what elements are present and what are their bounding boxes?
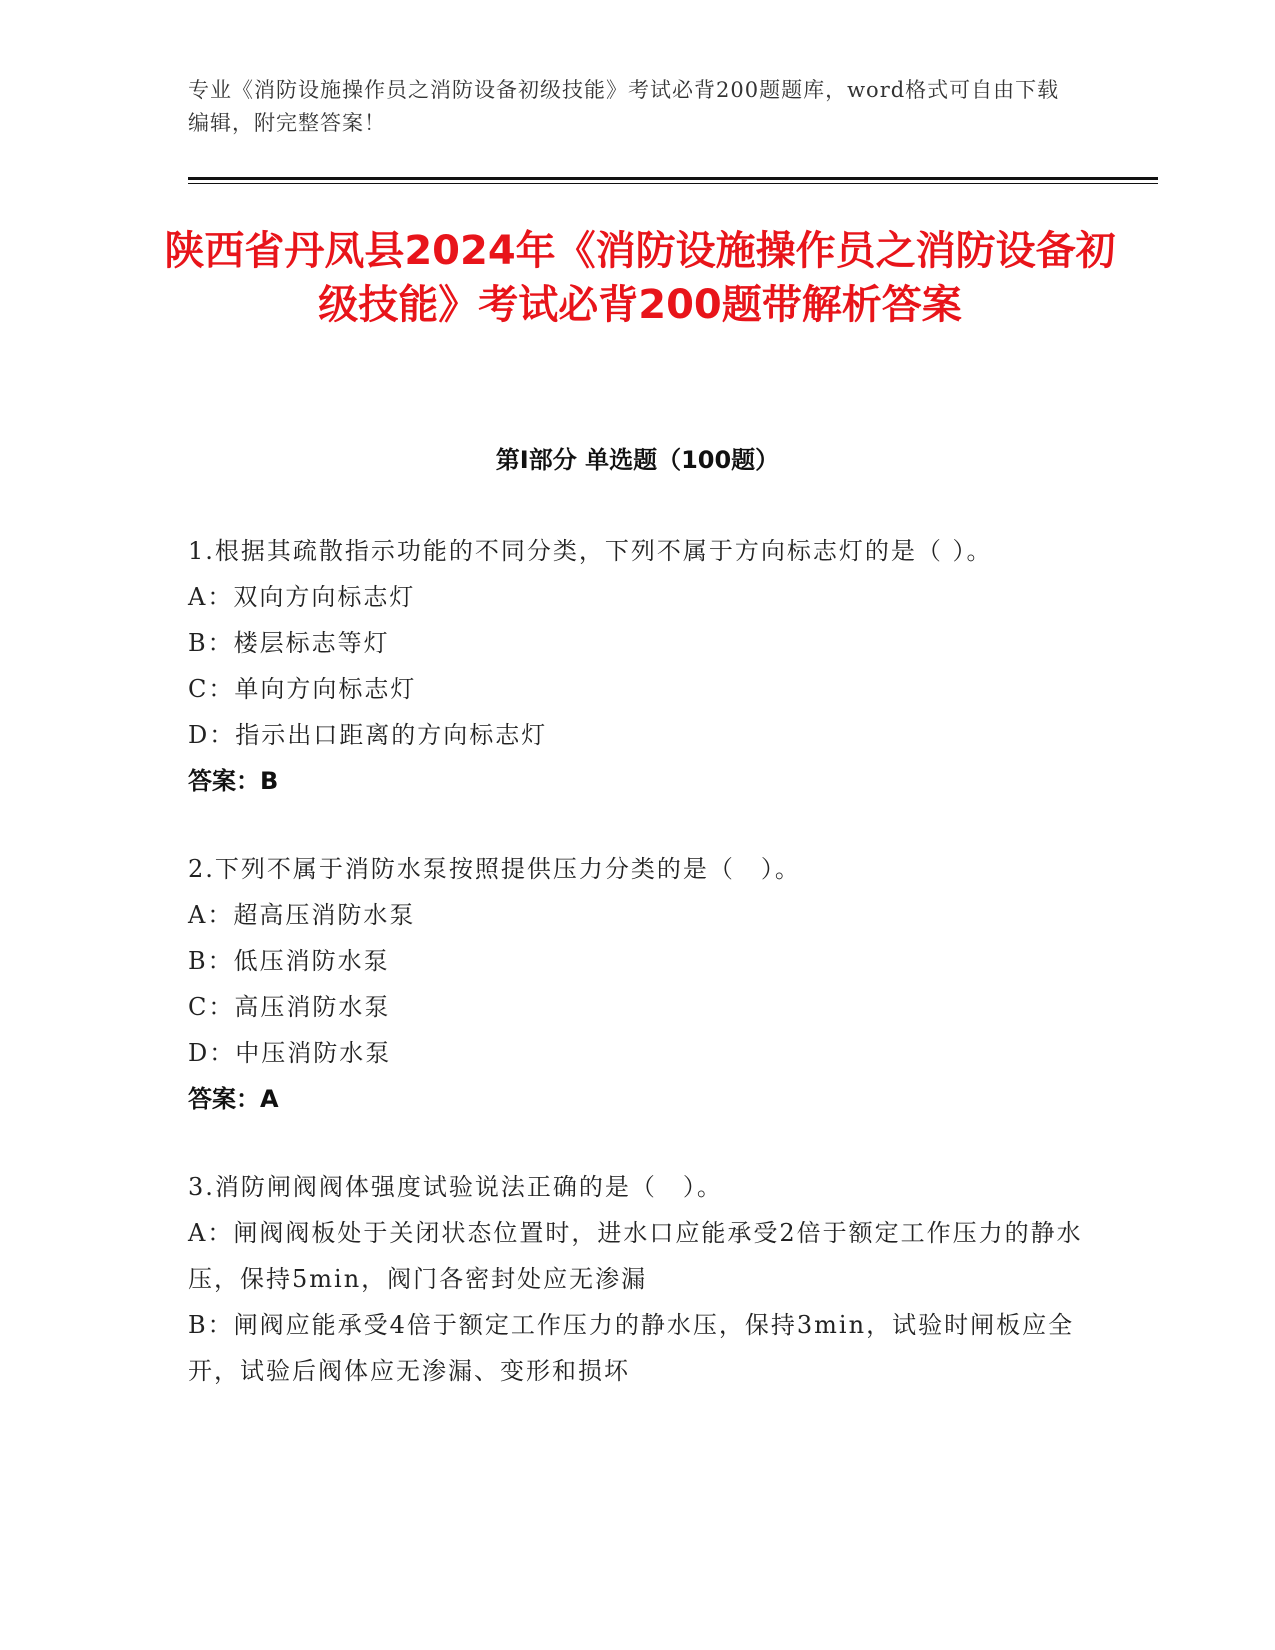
option-text: 楼层标志等灯 — [233, 629, 390, 657]
option-text: 指示出口距离的方向标志灯 — [235, 721, 548, 749]
option-d — [188, 712, 1088, 758]
option-a — [188, 1210, 1088, 1302]
option-text: 单向方向标志灯 — [234, 675, 417, 703]
option-c — [188, 666, 1088, 712]
option-a — [188, 892, 1088, 938]
option-b — [188, 620, 1088, 666]
option-label: B： — [188, 629, 234, 657]
option-text: 双向方向标志灯 — [233, 583, 416, 611]
option-text: 超高压消防水泵 — [233, 901, 416, 929]
option-label: A： — [188, 1219, 234, 1247]
option-label: C： — [188, 675, 235, 703]
answer-line: 答案：A — [188, 1085, 279, 1113]
question-stem: 2.下列不属于消防水泵按照提供压力分类的是（ ）。 — [188, 855, 801, 883]
header-rule-thick — [188, 177, 1158, 180]
option-label: A： — [188, 583, 234, 611]
header-note: 专业《消防设施操作员之消防设备初级技能》考试必背200题题库，word格式可自由下载编辑，附完整答案！ — [188, 78, 1060, 135]
option-label: D： — [188, 1039, 236, 1067]
question-2 — [188, 846, 1088, 1122]
option-text: 中压消防水泵 — [235, 1039, 392, 1067]
document-title: 陕西省丹凤县2024年《消防设施操作员之消防设备初级技能》考试必背200题带解析答案 — [164, 228, 1116, 328]
option-label: B： — [188, 947, 234, 975]
question-stem: 1.根据其疏散指示功能的不同分类，下列不属于方向标志灯的是（ ）。 — [188, 537, 993, 565]
question-stem: 3.消防闸阀阀体强度试验说法正确的是（ ）。 — [188, 1173, 723, 1201]
question-list — [188, 528, 1088, 1436]
option-label: B： — [188, 1311, 234, 1339]
header-rule-thin — [188, 183, 1158, 184]
section-heading: 第I部分 单选题（100题） — [495, 446, 780, 474]
option-text: 低压消防水泵 — [233, 947, 390, 975]
answer-line: 答案：B — [188, 767, 279, 795]
option-b — [188, 1302, 1088, 1394]
option-c — [188, 984, 1088, 1030]
option-text: 闸阀应能承受4倍于额定工作压力的静水压，保持3min，试验时闸板应全开，试验后阀体应无渗漏、变形和损坏 — [188, 1311, 1075, 1385]
option-d — [188, 1030, 1088, 1076]
question-1 — [188, 528, 1088, 804]
question-3 — [188, 1164, 1088, 1394]
option-label: D： — [188, 721, 236, 749]
option-a — [188, 574, 1088, 620]
option-text: 高压消防水泵 — [234, 993, 391, 1021]
option-label: A： — [188, 901, 234, 929]
option-b — [188, 938, 1088, 984]
option-text: 闸阀阀板处于关闭状态位置时，进水口应能承受2倍于额定工作压力的静水压，保持5min，阀门各密封处应无渗漏 — [188, 1219, 1083, 1293]
option-label: C： — [188, 993, 235, 1021]
